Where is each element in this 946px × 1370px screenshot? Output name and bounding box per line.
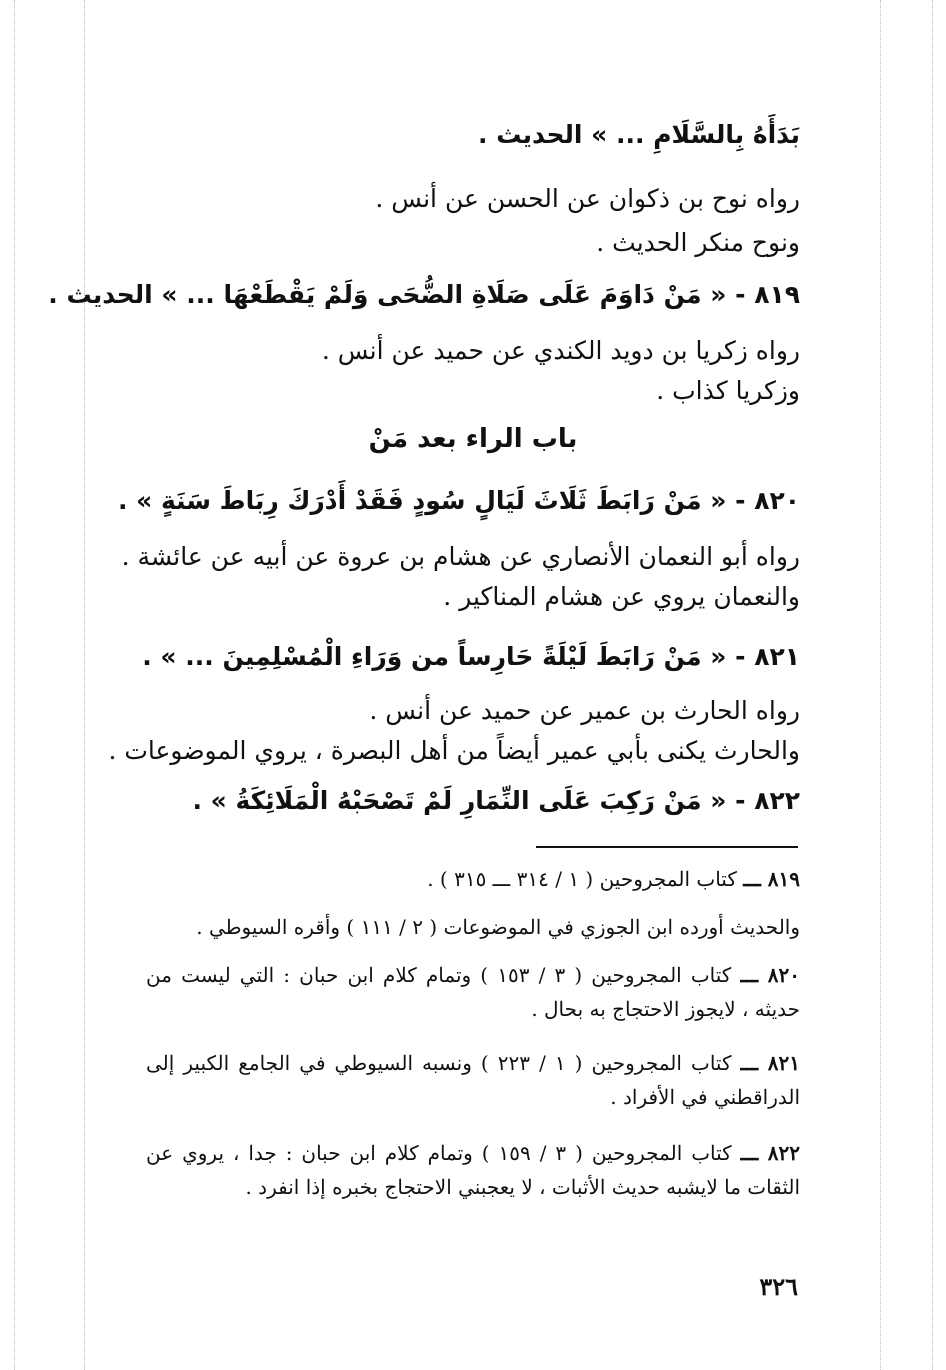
footnote-text: كتاب المجروحين ( ١ / ٣١٤ ـــ ٣١٥ ) .	[427, 867, 737, 891]
footnote-822	[146, 1136, 800, 1204]
narration-line: رواه أبو النعمان الأنصاري عن هشام بن عروة عن أبيه عن عائشة .	[121, 542, 800, 571]
narration-line: رواه نوح بن ذكوان عن الحسن عن أنس .	[375, 184, 800, 213]
narration-line: وزكريا كذاب .	[656, 376, 800, 405]
margin-dots-right-inner	[880, 0, 881, 1370]
hadith-820: ٨٢٠ - « مَنْ رَابَطَ ثَلَاثَ لَيَالٍ سُودٍ فَقَدْ أَدْرَكَ رِبَاطَ سَنَةٍ » .	[117, 486, 800, 515]
narration-line: رواه زكريا بن دويد الكندي عن حميد عن أنس .	[321, 336, 800, 365]
narration-line: رواه الحارث بن عمير عن حميد عن أنس .	[369, 696, 800, 725]
page-number: ٣٢٦	[759, 1272, 798, 1301]
footnote-text: كتاب المجروحين ( ٣ / ١٥٩ ) وتمام كلام ابن حبان : جدا ، يروي عن الثقات ما لايشبه حديث الأثبات ، لا يعجبني الاحتجاج بخبره إذا انفرد .	[146, 1141, 800, 1199]
footnote-819-continued	[120, 910, 800, 944]
hadith-continuation: بَدَأَهُ بِالسَّلَامِ ... » الحديث .	[478, 120, 800, 149]
footnote-text: والحديث أورده ابن الجوزي في الموضوعات ( ٢ / ١١١ ) وأقره السيوطي .	[196, 915, 800, 939]
footnote-number: ٨١٩ ـــ	[743, 867, 800, 891]
hadith-819: ٨١٩ - « مَنْ دَاوَمَ عَلَى صَلَاةِ الضُّحَى وَلَمْ يَقْطَعْهَا ... » الحديث .	[48, 280, 800, 309]
footnote-number: ٨٢٠ ـــ	[740, 963, 801, 987]
narration-line: ونوح منكر الحديث .	[596, 228, 800, 257]
narration-line: والنعمان يروي عن هشام المناكير .	[443, 582, 800, 611]
footnote-text: كتاب المجروحين ( ٣ / ١٥٣ ) وتمام كلام ابن حبان : التي ليست من حديثه ، لايجوز الاحتجاج به بحال .	[146, 963, 800, 1021]
footnote-819	[300, 862, 800, 896]
footnote-number: ٨٢٢ ـــ	[740, 1141, 800, 1165]
margin-dots-left-outer	[14, 0, 15, 1370]
hadith-821: ٨٢١ - « مَنْ رَابَطَ لَيْلَةً حَارِساً من وَرَاءِ الْمُسْلِمِينَ ... » .	[142, 642, 800, 671]
footnote-821	[146, 1046, 800, 1114]
hadith-822: ٨٢٢ - « مَنْ رَكِبَ عَلَى النِّمَارِ لَمْ تَصْحَبْهُ الْمَلَائِكَةُ » .	[192, 786, 800, 815]
footnote-separator	[536, 846, 798, 848]
margin-dots-left-inner	[84, 0, 85, 1370]
margin-dots-right-outer	[932, 0, 933, 1370]
footnote-number: ٨٢١ ـــ	[740, 1051, 801, 1075]
footnote-820	[146, 958, 800, 1026]
footnote-text: كتاب المجروحين ( ١ / ٢٢٣ ) ونسبه السيوطي في الجامع الكبير إلى الدراقطني في الأفراد .	[146, 1051, 800, 1109]
section-heading: باب الراء بعد مَنْ	[368, 424, 578, 454]
narration-line: والحارث يكنى بأبي عمير أيضاً من أهل البصرة ، يروي الموضوعات .	[108, 736, 800, 765]
